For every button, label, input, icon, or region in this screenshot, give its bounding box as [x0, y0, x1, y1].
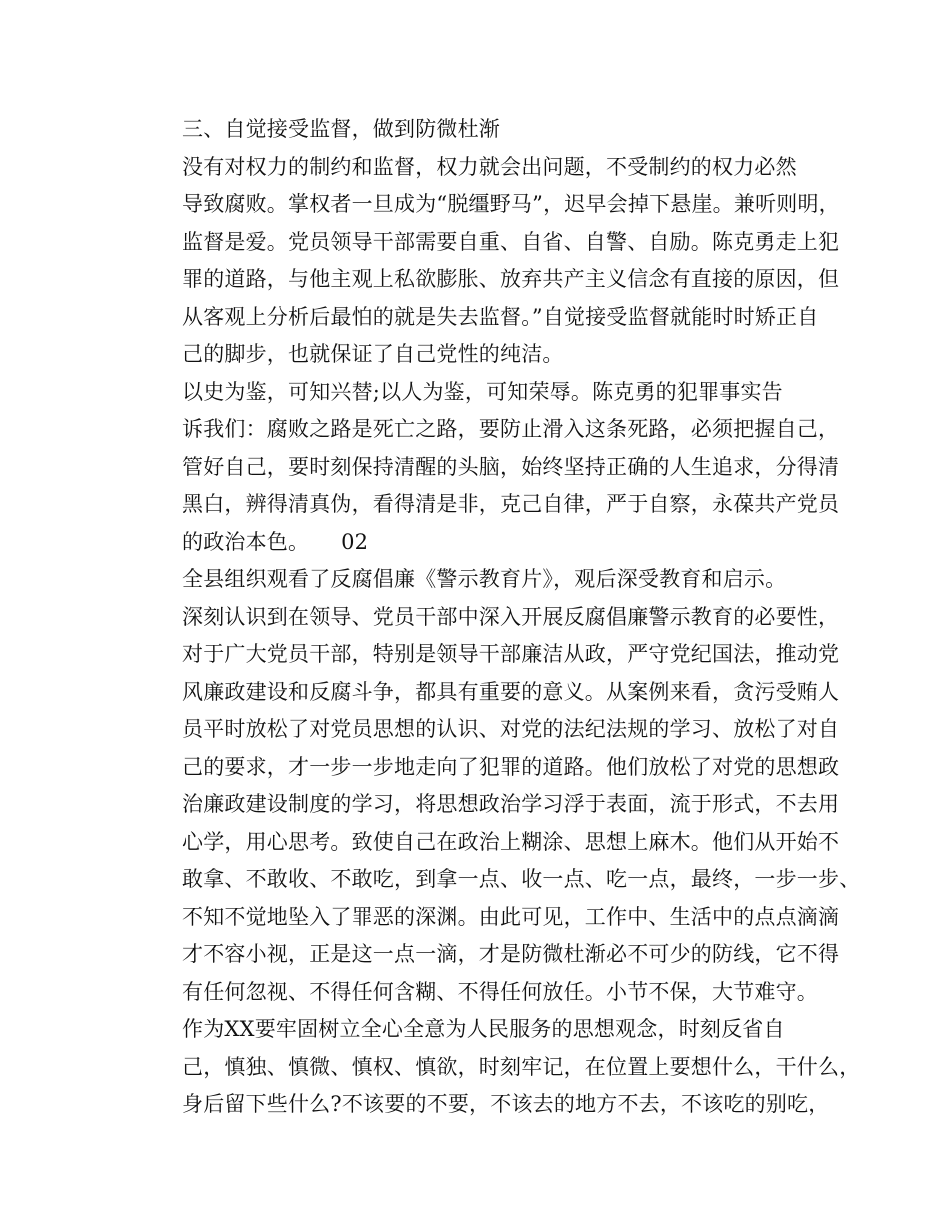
paragraph-line: 没有对权力的制约和监督，权力就会出问题，不受制约的权力必然: [182, 154, 797, 179]
paragraph-line: 从客观上分析后最怕的就是失去监督。”自觉接受监督就能时时矫正自: [182, 304, 819, 329]
paragraph-line: 管好自己，要时刻保持清醒的头脑，始终坚持正确的人生追求，分得清: [182, 454, 840, 479]
paragraph-line: 己的脚步，也就保证了自己党性的纯洁。: [182, 342, 564, 366]
paragraph-line: 罪的道路，与他主观上私欲膨胀、放弃共产主义信念有直接的原因，但: [182, 267, 840, 291]
paragraph-line: 作为XX要牢固树立全心全意为人民服务的思想观念，时刻反省自: [182, 1017, 785, 1041]
paragraph-line: 有任何忽视、不得任何含糊、不得任何放任。小节不保，大节难守。: [182, 979, 818, 1004]
paragraph-line: 导致腐败。掌权者一旦成为“脱缰野马”，迟早会掉下悬崖。兼听则明，: [182, 192, 840, 216]
paragraph-line: 员平时放松了对党员思想的认识、对党的法纪法规的学习、放松了对自: [182, 717, 840, 741]
paragraph-1: [139, 149, 840, 374]
paragraph-line: 监督是爱。党员领导干部需要自重、自省、自警、自励。陈克勇走上犯: [182, 229, 840, 254]
paragraph-line: 对于广大党员干部，特别是领导干部廉洁从政，严守党纪国法，推动党: [182, 642, 840, 666]
paragraph-line: 全县组织观看了反腐倡廉《警示教育片》，观后深受教育和启示。: [182, 567, 787, 591]
paragraph-line: 己，慎独、慎微、慎权、慎欲，时刻牢记，在位置上要想什么，干什么，: [182, 1054, 861, 1079]
document-body: [139, 111, 861, 1124]
paragraph-3: [139, 561, 861, 1011]
section-heading: 三、自觉接受监督，做到防微杜渐: [182, 117, 500, 141]
paragraph-line: 己的要求，才一步一步地走向了犯罪的道路。他们放松了对党的思想政: [182, 754, 840, 779]
paragraph-line: 黑白，辨得清真伪，看得清是非，克己自律，严于自察，永葆共产党员: [182, 492, 840, 516]
paragraph-line: 身后留下些什么?不该要的不要，不该去的地方不去，不该吃的别吃，: [182, 1092, 830, 1116]
paragraph-line: 心学，用心思考。致使自己在政治上糊涂、思想上麻木。他们从开始不: [182, 829, 840, 854]
paragraph-line: 不知不觉地坠入了罪恶的深渊。由此可见，工作中、生活中的点点滴滴: [182, 904, 840, 929]
paragraph-line: 敢拿、不敢收、不敢吃，到拿一点、收一点、吃一点，最终，一步一步、: [182, 867, 861, 891]
paragraph-line: 以史为鉴，可知兴替;以人为鉴，可知荣辱。陈克勇的犯罪事实告: [182, 379, 783, 404]
paragraph-line: 深刻认识到在领导、党员干部中深入开展反腐倡廉警示教育的必要性，: [182, 604, 840, 629]
paragraph-line: 才不容小视，正是这一点一滴，才是防微杜渐必不可少的防线，它不得: [182, 942, 840, 966]
paragraph-line: 风廉政建设和反腐斗争，都具有重要的意义。从案例来看，贪污受贿人: [182, 679, 840, 704]
paragraph-2: [139, 374, 840, 562]
paragraph-4: [139, 1011, 861, 1124]
paragraph-line: 诉我们：腐败之路是死亡之路，要防止滑入这条死路，必须把握自己，: [182, 417, 840, 441]
paragraph-line: 的政治本色。 02: [182, 529, 369, 554]
paragraph-line: 治廉政建设制度的学习，将思想政治学习浮于表面，流于形式，不去用: [182, 792, 840, 816]
